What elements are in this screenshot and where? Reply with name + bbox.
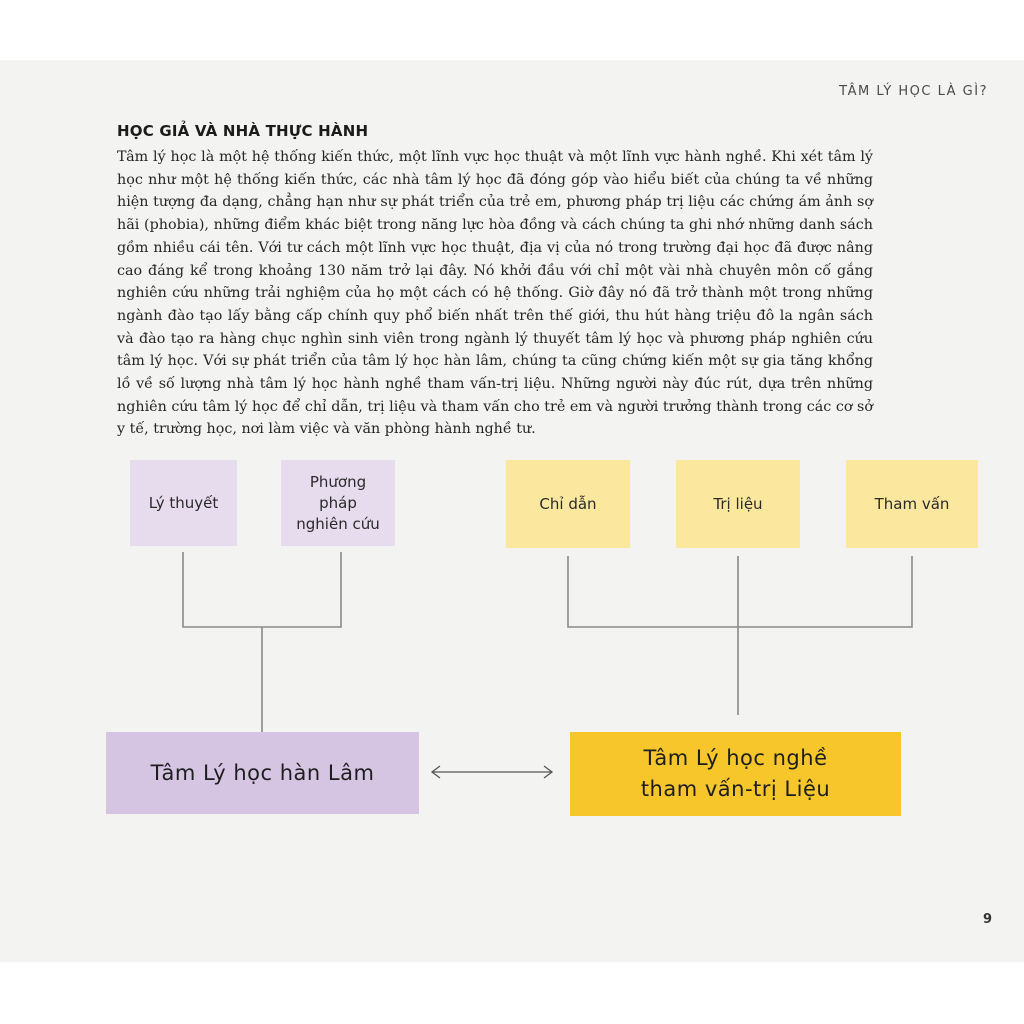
box-tham-van: [846, 460, 978, 548]
box-chi-dan: [506, 460, 630, 548]
left-connector: [183, 552, 341, 732]
box-ly-thuyet: [130, 460, 237, 546]
right-connector: [568, 556, 912, 715]
book-page: [0, 60, 1024, 962]
box-tham-van-label: Tham vấn: [874, 494, 950, 513]
box-phuong-phap-label: Phương pháp nghiên cứu: [296, 472, 380, 533]
box-academic-psychology: [106, 732, 419, 814]
body-paragraph: Tâm lý học là một hệ thống kiến thức, một lĩnh vực học thuật và một lĩnh vực hành nghề. Khi xét tâm lý học như một hệ thống kiến thức, các nhà tâm lý học đã đóng góp vào hiểu biết của chúng ta về những hiện tượng đa dạng, chẳng hạn như sự phát triển của trẻ em, phương pháp trị liệu các chứng ám ảnh sợ hãi (phobia), những điểm khác biệt trong năng lực hòa đồng và cách chúng ta ghi nhớ những danh sách gồm nhiều cái tên. Với tư cách một lĩnh vực học thuật, địa vị của nó trong trường đại học đã được nâng cao đáng kể trong khoảng 130 năm trở lại đây. Nó khởi đầu với chỉ một vài nhà chuyên môn cố gắng nghiên cứu những trải nghiệm của họ một cách có hệ thống. Giờ đây nó đã trở thành một trong những ngành đào tạo lấy bằng cấp chính quy phổ biến nhất trên thế giới, thu hút hàng triệu đô la ngân sách và đào tạo ra hàng chục nghìn sinh viên trong ngành lý thuyết tâm lý học và phương pháp nghiên cứu tâm lý học. Với sự phát triển của tâm lý học hàn lâm, chúng ta cũng chứng kiến một sự gia tăng khổng lồ về số lượng nhà tâm lý học hành nghề tham vấn-trị liệu. Những người này đúc rút, dựa trên những nghiên cứu tâm lý học để chỉ dẫn, trị liệu và tham vấn cho trẻ em và người trưởng thành trong các cơ sở y tế, trường học, nơi làm việc và văn phòng hành nghề tư.: [117, 149, 873, 438]
box-phuong-phap: [281, 460, 395, 546]
box-tri-lieu-label: Trị liệu: [713, 494, 763, 513]
double-arrow-icon: [432, 766, 552, 778]
box-tri-lieu: [676, 460, 800, 548]
running-head: TÂM LÝ HỌC LÀ GÌ?: [839, 84, 988, 99]
box-ly-thuyet-label: Lý thuyết: [148, 493, 219, 512]
section-title: HỌC GIẢ VÀ NHÀ THỰC HÀNH: [117, 122, 369, 140]
practice-psychology-label-line1: Tâm Lý học nghề: [643, 746, 828, 770]
page-number: 9: [982, 912, 992, 927]
box-practice-psychology: [570, 732, 901, 816]
practice-psychology-label-line2: tham vấn-trị Liệu: [640, 777, 831, 801]
academic-psychology-label: Tâm Lý học hàn Lâm: [150, 760, 375, 785]
box-chi-dan-label: Chỉ dẫn: [539, 494, 597, 513]
